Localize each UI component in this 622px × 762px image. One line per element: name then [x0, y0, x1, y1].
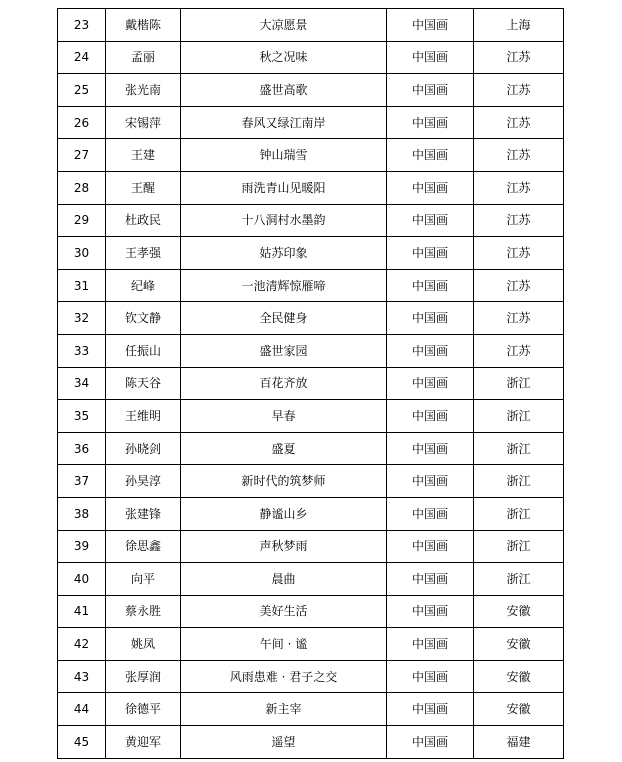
cell-category: 中国画 — [387, 595, 474, 628]
cell-number: 27 — [58, 139, 106, 172]
table-row — [58, 530, 564, 563]
cell-category: 中国画 — [387, 530, 474, 563]
cell-artist-name: 王建 — [106, 139, 181, 172]
cell-artwork-title: 风雨患难 · 君子之交 — [181, 660, 387, 693]
cell-artwork-title: 秋之况味 — [181, 41, 387, 74]
cell-region: 江苏 — [474, 334, 564, 367]
cell-artist-name: 孙昊淳 — [106, 465, 181, 498]
cell-artist-name: 陈天谷 — [106, 367, 181, 400]
cell-region: 浙江 — [474, 432, 564, 465]
table-row — [58, 334, 564, 367]
cell-number: 25 — [58, 74, 106, 107]
cell-category: 中国画 — [387, 9, 474, 42]
table-row — [58, 465, 564, 498]
cell-artwork-title: 全民健身 — [181, 302, 387, 335]
cell-number: 26 — [58, 106, 106, 139]
cell-artwork-title: 遥望 — [181, 726, 387, 759]
cell-artist-name: 宋锡萍 — [106, 106, 181, 139]
cell-number: 24 — [58, 41, 106, 74]
cell-number: 33 — [58, 334, 106, 367]
cell-artist-name: 向平 — [106, 563, 181, 596]
cell-category: 中国画 — [387, 237, 474, 270]
cell-artist-name: 王孝强 — [106, 237, 181, 270]
cell-artwork-title: 钟山瑞雪 — [181, 139, 387, 172]
cell-category: 中国画 — [387, 269, 474, 302]
cell-artist-name: 王维明 — [106, 400, 181, 433]
table-row — [58, 269, 564, 302]
cell-region: 安徽 — [474, 660, 564, 693]
cell-artwork-title: 新主宰 — [181, 693, 387, 726]
table-row — [58, 497, 564, 530]
cell-category: 中国画 — [387, 367, 474, 400]
cell-artist-name: 杜政民 — [106, 204, 181, 237]
cell-artwork-title: 盛夏 — [181, 432, 387, 465]
cell-region: 浙江 — [474, 367, 564, 400]
cell-category: 中国画 — [387, 465, 474, 498]
cell-number: 31 — [58, 269, 106, 302]
cell-artwork-title: 盛世高歌 — [181, 74, 387, 107]
table-row — [58, 204, 564, 237]
cell-number: 35 — [58, 400, 106, 433]
cell-artwork-title: 百花齐放 — [181, 367, 387, 400]
cell-region: 浙江 — [474, 563, 564, 596]
cell-artist-name: 孙晓剑 — [106, 432, 181, 465]
cell-number: 29 — [58, 204, 106, 237]
cell-category: 中国画 — [387, 139, 474, 172]
cell-artist-name: 孟丽 — [106, 41, 181, 74]
cell-category: 中国画 — [387, 74, 474, 107]
cell-region: 安徽 — [474, 595, 564, 628]
cell-number: 44 — [58, 693, 106, 726]
cell-region: 浙江 — [474, 497, 564, 530]
table-row — [58, 595, 564, 628]
table-row — [58, 171, 564, 204]
cell-artist-name: 黄迎军 — [106, 726, 181, 759]
cell-category: 中国画 — [387, 497, 474, 530]
cell-number: 30 — [58, 237, 106, 270]
cell-number: 41 — [58, 595, 106, 628]
cell-region: 浙江 — [474, 400, 564, 433]
cell-artwork-title: 新时代的筑梦师 — [181, 465, 387, 498]
cell-number: 39 — [58, 530, 106, 563]
cell-number: 32 — [58, 302, 106, 335]
table-row — [58, 563, 564, 596]
cell-artwork-title: 盛世家园 — [181, 334, 387, 367]
cell-category: 中国画 — [387, 334, 474, 367]
cell-region: 浙江 — [474, 530, 564, 563]
cell-artwork-title: 早春 — [181, 400, 387, 433]
cell-artist-name: 张光南 — [106, 74, 181, 107]
cell-artwork-title: 春风又绿江南岸 — [181, 106, 387, 139]
cell-region: 江苏 — [474, 302, 564, 335]
cell-number: 42 — [58, 628, 106, 661]
cell-category: 中国画 — [387, 726, 474, 759]
table-row — [58, 693, 564, 726]
cell-number: 43 — [58, 660, 106, 693]
cell-artist-name: 徐思鑫 — [106, 530, 181, 563]
table-row — [58, 106, 564, 139]
cell-category: 中国画 — [387, 204, 474, 237]
cell-artwork-title: 雨洗青山见暖阳 — [181, 171, 387, 204]
roster-table — [57, 8, 564, 759]
table-row — [58, 400, 564, 433]
cell-category: 中国画 — [387, 628, 474, 661]
cell-artwork-title: 晨曲 — [181, 563, 387, 596]
cell-region: 江苏 — [474, 237, 564, 270]
cell-category: 中国画 — [387, 432, 474, 465]
cell-artwork-title: 大凉愿景 — [181, 9, 387, 42]
cell-number: 36 — [58, 432, 106, 465]
cell-artwork-title: 午间 · 谧 — [181, 628, 387, 661]
cell-artist-name: 钦文静 — [106, 302, 181, 335]
cell-artist-name: 蔡永胜 — [106, 595, 181, 628]
cell-category: 中国画 — [387, 41, 474, 74]
cell-region: 安徽 — [474, 693, 564, 726]
cell-number: 38 — [58, 497, 106, 530]
cell-artist-name: 戴楷陈 — [106, 9, 181, 42]
cell-artist-name: 姚凤 — [106, 628, 181, 661]
cell-category: 中国画 — [387, 302, 474, 335]
cell-region: 江苏 — [474, 171, 564, 204]
cell-category: 中国画 — [387, 660, 474, 693]
table-row — [58, 74, 564, 107]
cell-region: 浙江 — [474, 465, 564, 498]
table-row — [58, 432, 564, 465]
cell-category: 中国画 — [387, 106, 474, 139]
table-row — [58, 367, 564, 400]
roster-sheet — [57, 8, 563, 759]
cell-region: 上海 — [474, 9, 564, 42]
cell-artwork-title: 十八洞村水墨韵 — [181, 204, 387, 237]
cell-region: 江苏 — [474, 106, 564, 139]
cell-region: 安徽 — [474, 628, 564, 661]
cell-region: 江苏 — [474, 139, 564, 172]
table-row — [58, 302, 564, 335]
table-row — [58, 9, 564, 42]
cell-region: 江苏 — [474, 269, 564, 302]
cell-artist-name: 王醒 — [106, 171, 181, 204]
cell-category: 中国画 — [387, 400, 474, 433]
cell-artwork-title: 一池清辉惊雁啼 — [181, 269, 387, 302]
cell-region: 江苏 — [474, 41, 564, 74]
cell-category: 中国画 — [387, 693, 474, 726]
cell-artist-name: 张建锋 — [106, 497, 181, 530]
cell-artist-name: 张厚润 — [106, 660, 181, 693]
cell-category: 中国画 — [387, 171, 474, 204]
cell-artist-name: 纪峰 — [106, 269, 181, 302]
cell-category: 中国画 — [387, 563, 474, 596]
cell-artist-name: 徐德平 — [106, 693, 181, 726]
table-row — [58, 237, 564, 270]
table-row — [58, 628, 564, 661]
cell-region: 江苏 — [474, 74, 564, 107]
cell-artwork-title: 姑苏印象 — [181, 237, 387, 270]
cell-number: 40 — [58, 563, 106, 596]
roster-table-body — [58, 9, 564, 759]
table-row — [58, 41, 564, 74]
cell-number: 23 — [58, 9, 106, 42]
cell-number: 37 — [58, 465, 106, 498]
cell-number: 34 — [58, 367, 106, 400]
table-row — [58, 660, 564, 693]
cell-artwork-title: 静谧山乡 — [181, 497, 387, 530]
cell-artwork-title: 声秋梦雨 — [181, 530, 387, 563]
table-row — [58, 726, 564, 759]
cell-artwork-title: 美好生活 — [181, 595, 387, 628]
table-row — [58, 139, 564, 172]
cell-number: 45 — [58, 726, 106, 759]
cell-region: 江苏 — [474, 204, 564, 237]
cell-artist-name: 任振山 — [106, 334, 181, 367]
cell-number: 28 — [58, 171, 106, 204]
cell-region: 福建 — [474, 726, 564, 759]
